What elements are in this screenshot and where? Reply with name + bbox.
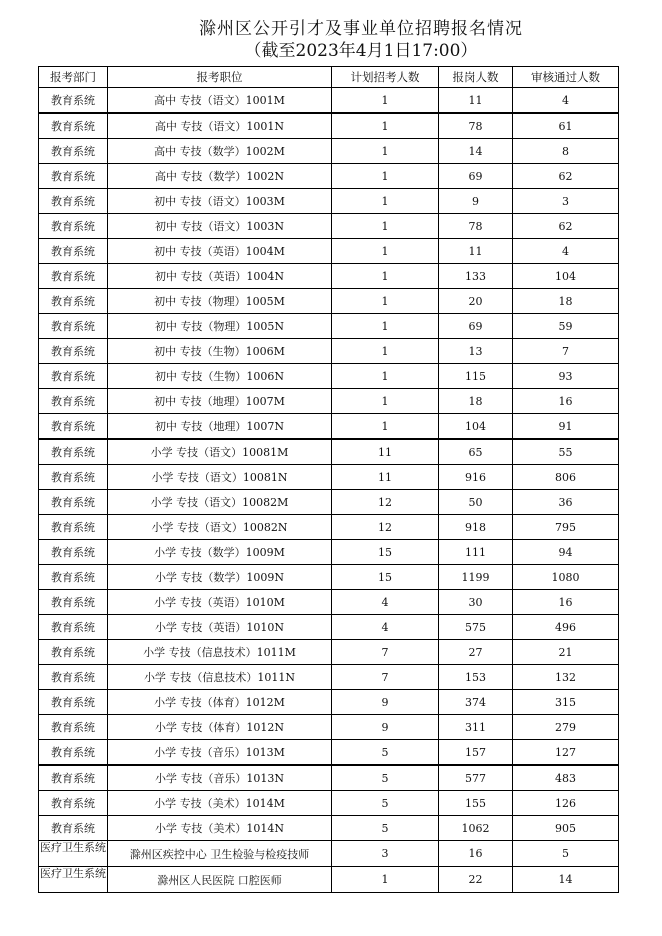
cell-applicant-count: 1199 [439,565,513,590]
cell-department: 教育系统 [39,314,108,339]
cell-planned-count: 1 [332,113,439,139]
cell-department: 教育系统 [39,665,108,690]
table-row [39,690,619,715]
cell-approved-count: 315 [513,690,619,715]
cell-approved-count: 62 [513,164,619,189]
cell-planned-count: 5 [332,791,439,816]
table-row [39,264,619,289]
cell-applicant-count: 69 [439,314,513,339]
cell-applicant-count: 78 [439,214,513,239]
table-row [39,515,619,540]
table-row [39,765,619,791]
cell-applicant-count: 14 [439,139,513,164]
cell-planned-count: 9 [332,715,439,740]
cell-planned-count: 1 [332,239,439,264]
cell-approved-count: 1080 [513,565,619,590]
cell-planned-count: 1 [332,164,439,189]
cell-approved-count: 132 [513,665,619,690]
cell-position: 小学 专技（英语）1010N [108,615,332,640]
cell-planned-count: 5 [332,765,439,791]
table-row [39,867,619,893]
table-row [39,665,619,690]
cell-planned-count: 1 [332,189,439,214]
table-row [39,239,619,264]
cell-department: 教育系统 [39,565,108,590]
cell-planned-count: 11 [332,465,439,490]
cell-applicant-count: 577 [439,765,513,791]
cell-position: 小学 专技（数学）1009N [108,565,332,590]
cell-approved-count: 21 [513,640,619,665]
header-position: 报考职位 [108,67,332,88]
cell-approved-count: 127 [513,740,619,766]
cell-planned-count: 15 [332,565,439,590]
header-applicant-count: 报岗人数 [439,67,513,88]
table-row [39,289,619,314]
cell-department: 教育系统 [39,816,108,841]
cell-approved-count: 126 [513,791,619,816]
cell-department: 教育系统 [39,389,108,414]
cell-planned-count: 3 [332,841,439,867]
cell-position: 小学 专技（信息技术）1011N [108,665,332,690]
cell-applicant-count: 575 [439,615,513,640]
cell-approved-count: 483 [513,765,619,791]
cell-approved-count: 14 [513,867,619,893]
registration-table [38,66,619,893]
cell-applicant-count: 104 [439,414,513,440]
cell-position: 初中 专技（语文）1003M [108,189,332,214]
cell-position: 初中 专技（物理）1005N [108,314,332,339]
cell-approved-count: 55 [513,439,619,465]
table-row [39,164,619,189]
table-row [39,715,619,740]
cell-planned-count: 1 [332,264,439,289]
cell-position: 滁州区疾控中心 卫生检验与检疫技师 [108,841,332,867]
table-header-row [39,67,619,88]
page-title: 滁州区公开引才及事业单位招聘报名情况 [199,19,523,39]
cell-applicant-count: 916 [439,465,513,490]
header-department: 报考部门 [39,67,108,88]
cell-department: 教育系统 [39,791,108,816]
cell-applicant-count: 18 [439,389,513,414]
cell-position: 小学 专技（语文）10081N [108,465,332,490]
cell-applicant-count: 157 [439,740,513,766]
cell-position: 初中 专技（生物）1006M [108,339,332,364]
table-row [39,816,619,841]
cell-applicant-count: 20 [439,289,513,314]
cell-position: 小学 专技（音乐）1013N [108,765,332,791]
table-row [39,214,619,239]
table-row [39,565,619,590]
cell-department: 教育系统 [39,239,108,264]
cell-planned-count: 1 [332,214,439,239]
cell-applicant-count: 9 [439,189,513,214]
cell-planned-count: 1 [332,364,439,389]
cell-approved-count: 36 [513,490,619,515]
cell-approved-count: 18 [513,289,619,314]
cell-planned-count: 4 [332,590,439,615]
cell-applicant-count: 374 [439,690,513,715]
header-approved-count: 审核通过人数 [513,67,619,88]
cell-planned-count: 1 [332,289,439,314]
cell-applicant-count: 155 [439,791,513,816]
cell-applicant-count: 918 [439,515,513,540]
cell-position: 初中 专技（生物）1006N [108,364,332,389]
cell-approved-count: 61 [513,113,619,139]
cell-department: 教育系统 [39,715,108,740]
cell-position: 小学 专技（美术）1014M [108,791,332,816]
cell-applicant-count: 27 [439,640,513,665]
cell-position: 初中 专技（物理）1005M [108,289,332,314]
cell-applicant-count: 1062 [439,816,513,841]
table-row [39,339,619,364]
cell-position: 高中 专技（语文）1001N [108,113,332,139]
cell-department: 教育系统 [39,515,108,540]
cell-position: 初中 专技（语文）1003N [108,214,332,239]
cell-planned-count: 4 [332,615,439,640]
cell-position: 小学 专技（信息技术）1011M [108,640,332,665]
cell-applicant-count: 13 [439,339,513,364]
cell-planned-count: 15 [332,540,439,565]
cell-approved-count: 59 [513,314,619,339]
cell-planned-count: 1 [332,339,439,364]
cell-position: 滁州区人民医院 口腔医师 [108,867,332,893]
cell-position: 小学 专技（音乐）1013M [108,740,332,766]
cell-approved-count: 806 [513,465,619,490]
cell-approved-count: 4 [513,88,619,114]
cell-department: 教育系统 [39,113,108,139]
title-block [0,18,662,62]
cell-approved-count: 94 [513,540,619,565]
cell-position: 小学 专技（语文）10081M [108,439,332,465]
table-row [39,189,619,214]
cell-approved-count: 93 [513,364,619,389]
cell-position: 初中 专技（英语）1004N [108,264,332,289]
cell-planned-count: 5 [332,740,439,766]
cell-applicant-count: 16 [439,841,513,867]
cell-applicant-count: 153 [439,665,513,690]
cell-department: 教育系统 [39,214,108,239]
cell-planned-count: 5 [332,816,439,841]
cell-approved-count: 795 [513,515,619,540]
cell-position: 高中 专技（数学）1002N [108,164,332,189]
cell-applicant-count: 11 [439,88,513,114]
cell-approved-count: 16 [513,389,619,414]
cell-planned-count: 9 [332,690,439,715]
cell-department: 教育系统 [39,765,108,791]
cell-approved-count: 4 [513,239,619,264]
table-row [39,139,619,164]
cell-department: 教育系统 [39,490,108,515]
table-row [39,414,619,440]
table-row [39,314,619,339]
cell-position: 高中 专技（数学）1002M [108,139,332,164]
cell-applicant-count: 133 [439,264,513,289]
cell-department: 教育系统 [39,139,108,164]
table-row [39,640,619,665]
cell-department: 教育系统 [39,615,108,640]
cell-planned-count: 1 [332,314,439,339]
cell-position: 小学 专技（数学）1009M [108,540,332,565]
table-row [39,465,619,490]
cell-approved-count: 905 [513,816,619,841]
table-row [39,439,619,465]
cell-position: 初中 专技（英语）1004M [108,239,332,264]
cell-department: 教育系统 [39,465,108,490]
cell-department: 教育系统 [39,590,108,615]
cell-approved-count: 3 [513,189,619,214]
cell-applicant-count: 78 [439,113,513,139]
cell-approved-count: 62 [513,214,619,239]
table-row [39,113,619,139]
cell-planned-count: 7 [332,640,439,665]
cell-applicant-count: 50 [439,490,513,515]
cell-planned-count: 12 [332,490,439,515]
cell-department: 医疗卫生系统 [39,867,108,893]
table-row [39,791,619,816]
cell-approved-count: 91 [513,414,619,440]
cell-position: 小学 专技（体育）1012M [108,690,332,715]
cell-applicant-count: 30 [439,590,513,615]
cell-department: 教育系统 [39,189,108,214]
table-row [39,389,619,414]
cell-approved-count: 5 [513,841,619,867]
cell-position: 小学 专技（体育）1012N [108,715,332,740]
cell-approved-count: 104 [513,264,619,289]
cell-applicant-count: 22 [439,867,513,893]
cell-applicant-count: 111 [439,540,513,565]
cell-position: 小学 专技（语文）10082M [108,490,332,515]
cell-planned-count: 1 [332,139,439,164]
cell-planned-count: 11 [332,439,439,465]
table-row [39,590,619,615]
table-row [39,615,619,640]
cell-applicant-count: 69 [439,164,513,189]
cell-department: 教育系统 [39,364,108,389]
cell-planned-count: 1 [332,867,439,893]
cell-approved-count: 496 [513,615,619,640]
cell-applicant-count: 311 [439,715,513,740]
cell-department: 教育系统 [39,264,108,289]
cell-position: 初中 专技（地理）1007N [108,414,332,440]
cell-department: 教育系统 [39,88,108,114]
cell-approved-count: 16 [513,590,619,615]
cell-position: 高中 专技（语文）1001M [108,88,332,114]
cell-department: 教育系统 [39,339,108,364]
header-planned-count: 计划招考人数 [332,67,439,88]
cell-planned-count: 1 [332,88,439,114]
cell-department: 教育系统 [39,640,108,665]
cell-department: 教育系统 [39,690,108,715]
table-row [39,540,619,565]
cell-applicant-count: 11 [439,239,513,264]
table-row [39,88,619,114]
cell-department: 教育系统 [39,289,108,314]
cell-department: 教育系统 [39,740,108,766]
cell-approved-count: 279 [513,715,619,740]
cell-approved-count: 7 [513,339,619,364]
cell-department: 教育系统 [39,439,108,465]
cell-position: 初中 专技（地理）1007M [108,389,332,414]
cell-department: 教育系统 [39,540,108,565]
cell-position: 小学 专技（语文）10082N [108,515,332,540]
page-subtitle: （截至2023年4月1日17:00） [244,41,478,61]
cell-applicant-count: 115 [439,364,513,389]
cell-planned-count: 7 [332,665,439,690]
cell-department: 教育系统 [39,414,108,440]
table-body [39,88,619,893]
table-row [39,364,619,389]
cell-position: 小学 专技（美术）1014N [108,816,332,841]
cell-planned-count: 1 [332,389,439,414]
cell-department: 医疗卫生系统 [39,841,108,867]
cell-planned-count: 1 [332,414,439,440]
cell-applicant-count: 65 [439,439,513,465]
table-row [39,841,619,867]
table-row [39,740,619,766]
cell-department: 教育系统 [39,164,108,189]
cell-approved-count: 8 [513,139,619,164]
cell-planned-count: 12 [332,515,439,540]
cell-position: 小学 专技（英语）1010M [108,590,332,615]
table-row [39,490,619,515]
